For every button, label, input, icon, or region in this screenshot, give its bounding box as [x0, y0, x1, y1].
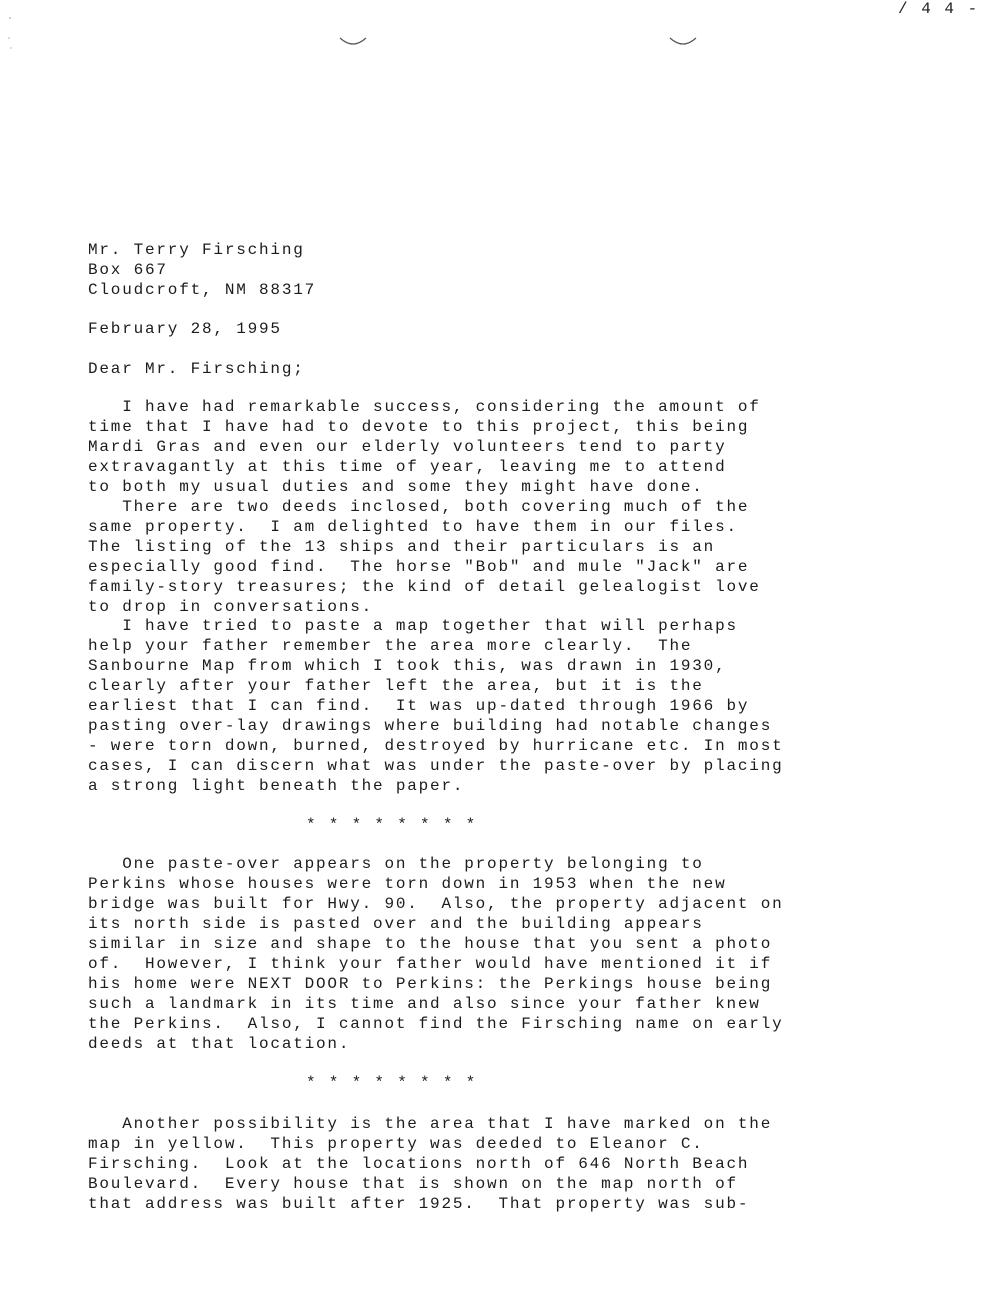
- paragraph-line: especially good find. The horse "Bob" and mule "Jack" are: [88, 558, 750, 576]
- corner-handwritten-mark: / 4 4 -: [898, 0, 980, 18]
- paragraph-line: map in yellow. This property was deeded to Eleanor C.: [88, 1135, 704, 1153]
- salutation: Dear Mr. Firsching;: [88, 360, 305, 378]
- paragraph-line: earliest that I can find. It was up-dated through 1966 by: [88, 697, 750, 715]
- section-separator: * * * * * * * *: [306, 1074, 478, 1092]
- paragraph-line: extravagantly at this time of year, leaving me to attend: [88, 458, 727, 476]
- paragraph-line: The listing of the 13 ships and their particulars is an: [88, 538, 716, 556]
- paragraph-line: Sanbourne Map from which I took this, was drawn in 1930,: [88, 657, 727, 675]
- paragraph-line: of. However, I think your father would have mentioned it if: [88, 955, 773, 973]
- paragraph-line: a strong light beneath the paper.: [88, 777, 465, 795]
- paragraph-line: I have tried to paste a map together that will perhaps: [88, 617, 738, 635]
- paragraph-line: same property. I am delighted to have them in our files.: [88, 518, 738, 536]
- paragraph-line: Mardi Gras and even our elderly volunteers tend to party: [88, 438, 727, 456]
- paragraph-line: to drop in conversations.: [88, 598, 374, 616]
- paragraph-line: clearly after your father left the area, but it is the: [88, 677, 704, 695]
- paragraph-line: One paste-over appears on the property belonging to: [88, 855, 704, 873]
- paragraph-line: Boulevard. Every house that is shown on the map north of: [88, 1175, 738, 1193]
- binder-punch-mark: [338, 36, 368, 48]
- paragraph-line: family-story treasures; the kind of detail gelealogist love: [88, 578, 761, 596]
- paragraph-line: There are two deeds inclosed, both covering much of the: [88, 498, 750, 516]
- paragraph-line: I have had remarkable success, considering the amount of: [88, 398, 761, 416]
- paragraph-line: its north side is pasted over and the building appears: [88, 915, 704, 933]
- paragraph-line: - were torn down, burned, destroyed by hurricane etc. In most: [88, 737, 784, 755]
- recipient-name: Mr. Terry Firsching: [88, 241, 305, 259]
- paragraph-line: deeds at that location.: [88, 1035, 351, 1053]
- paragraph-line: time that I have had to devote to this project, this being: [88, 418, 750, 436]
- paragraph-line: help your father remember the area more clearly. The: [88, 637, 693, 655]
- paragraph-line: Firsching. Look at the locations north of 646 North Beach: [88, 1155, 750, 1173]
- paragraph-line: his home were NEXT DOOR to Perkins: the Perkings house being: [88, 975, 773, 993]
- paragraph-line: similar in size and shape to the house that you sent a photo: [88, 935, 773, 953]
- recipient-box: Box 667: [88, 261, 168, 279]
- letter-date: February 28, 1995: [88, 320, 282, 338]
- paragraph-line: to both my usual duties and some they might have done.: [88, 478, 704, 496]
- paragraph-line: Another possibility is the area that I have marked on the: [88, 1115, 773, 1133]
- section-separator: * * * * * * * *: [306, 816, 478, 834]
- paragraph-line: pasting over-lay drawings where building had notable changes: [88, 717, 773, 735]
- recipient-city: Cloudcroft, NM 88317: [88, 281, 317, 299]
- margin-speck: [4, 14, 14, 54]
- paragraph-line: the Perkins. Also, I cannot find the Firsching name on early: [88, 1015, 784, 1033]
- paragraph-line: Perkins whose houses were torn down in 1953 when the new: [88, 875, 727, 893]
- paragraph-line: bridge was built for Hwy. 90. Also, the property adjacent on: [88, 895, 784, 913]
- paragraph-line: such a landmark in its time and also since your father knew: [88, 995, 761, 1013]
- paragraph-line: cases, I can discern what was under the paste-over by placing: [88, 757, 784, 775]
- paragraph-line: that address was built after 1925. That property was sub-: [88, 1195, 750, 1213]
- binder-punch-mark: [668, 36, 698, 48]
